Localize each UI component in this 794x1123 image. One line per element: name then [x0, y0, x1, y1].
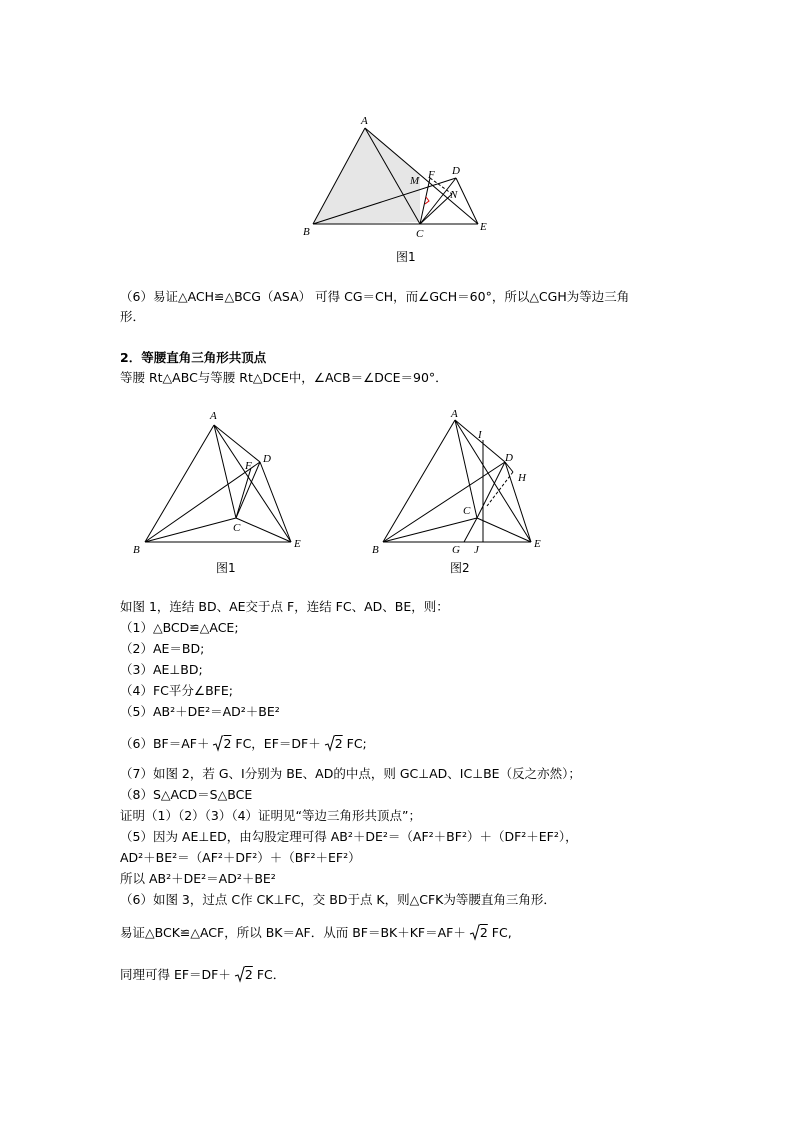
text-line-6-top-cont: 形．: [120, 309, 146, 324]
fig1-label-E: E: [294, 538, 301, 550]
text-line-intro: 如图 1，连结 BD、AE交于点 F，连结 FC、AD、BE，则：: [120, 599, 449, 614]
label-N: N: [450, 189, 458, 201]
label-B: B: [303, 226, 310, 238]
sqrt-icon: [235, 966, 245, 986]
easy-part-a: 易证△BCK≌△ACF，所以 BK＝AF．从而 BF＝BK＋KF＝AF＋: [120, 925, 466, 940]
text-line-proof-5: （5）因为 AE⊥ED，由勾股定理可得 AB²＋DE²＝（AF²＋BF²）＋（DF²＋EF²），: [120, 829, 578, 844]
label-D: D: [452, 165, 460, 177]
caption-top-figure: 图1: [396, 250, 416, 264]
text-line-6-top: （6）易证△ACH≌△BCG（ASA） 可得 CG＝CH，而∠GCH＝60°，所以△CGH为等边三角: [120, 289, 630, 304]
text-line-3: （3）AE⊥BD;: [120, 662, 203, 677]
text-line-proof-5b: AD²＋BE²＝（AF²＋DF²）＋（BF²＋EF²）: [120, 850, 361, 865]
fig2-label-J: J: [474, 544, 479, 556]
text-line-proof-5c: 所以 AB²＋DE²＝AD²＋BE²: [120, 871, 276, 886]
line6-part-a: （6）BF＝AF＋: [120, 736, 210, 751]
text-line-6: [120, 735, 367, 755]
section-intro: 等腰 Rt△ABC与等腰 Rt△DCE中，∠ACB＝∠DCE＝90°．: [120, 370, 448, 385]
text-line-same: [120, 966, 285, 986]
label-F: F: [428, 169, 435, 181]
fig2-label-E: E: [534, 538, 541, 550]
fig1-label-A: A: [210, 410, 217, 422]
text-line-easy: [120, 924, 512, 944]
fig2-label-D: D: [505, 452, 513, 464]
text-line-proof-6: （6）如图 3，过点 C作 CK⊥FC，交 BD于点 K，则△CFK为等腰直角三角形．: [120, 892, 556, 907]
text-line-2: （2）AE＝BD;: [120, 641, 205, 656]
label-C: C: [416, 228, 424, 240]
same-part-b: FC．: [256, 967, 286, 982]
sqrt-icon: [325, 735, 335, 755]
fig2-label-B: B: [372, 544, 379, 556]
fig2-label-G: G: [452, 544, 460, 556]
same-part-a: 同理可得 EF＝DF＋: [120, 967, 231, 982]
line6-sqrt-1: 2: [223, 736, 232, 751]
line6-part-c: FC;: [346, 736, 367, 751]
sqrt-icon: [213, 735, 223, 755]
fig2-label-C: C: [463, 505, 471, 517]
label-M: M: [410, 175, 420, 187]
fig2-label-A: A: [451, 408, 458, 420]
fig2-label-H: H: [518, 472, 526, 484]
section-title: 2．等腰直角三角形共顶点: [120, 350, 267, 365]
fig1-label-D: D: [263, 453, 271, 465]
same-sqrt: 2: [244, 967, 253, 982]
easy-sqrt: 2: [479, 925, 488, 940]
text-line-1: （1）△BCD≌△ACE;: [120, 620, 239, 635]
text-line-5: （5）AB²＋DE²＝AD²＋BE²: [120, 704, 280, 719]
text-line-8: （8）S△ACD＝S△BCE: [120, 787, 253, 802]
sqrt-icon: [470, 924, 480, 944]
fig1-label-C: C: [233, 522, 241, 534]
text-line-4: （4）FC平分∠BFE;: [120, 683, 233, 698]
fig2-label-I: I: [478, 429, 482, 441]
caption-figure-2: 图2: [450, 561, 470, 575]
label-E: E: [480, 221, 487, 233]
caption-figure-1: 图1: [216, 561, 236, 575]
line6-sqrt-2: 2: [334, 736, 343, 751]
line6-part-b: FC，EF＝DF＋: [235, 736, 321, 751]
label-A: A: [361, 115, 368, 127]
text-line-proof: 证明（1）（2）（3）（4）证明见“等边三角形共顶点”；: [120, 808, 422, 823]
text-line-7: （7）如图 2，若 G、I分别为 BE、AD的中点，则 GC⊥AD、IC⊥BE（反之亦然）；: [120, 766, 581, 781]
fig1-label-B: B: [133, 544, 140, 556]
fig1-label-F: F: [245, 460, 252, 472]
easy-part-b: FC,: [491, 925, 512, 940]
